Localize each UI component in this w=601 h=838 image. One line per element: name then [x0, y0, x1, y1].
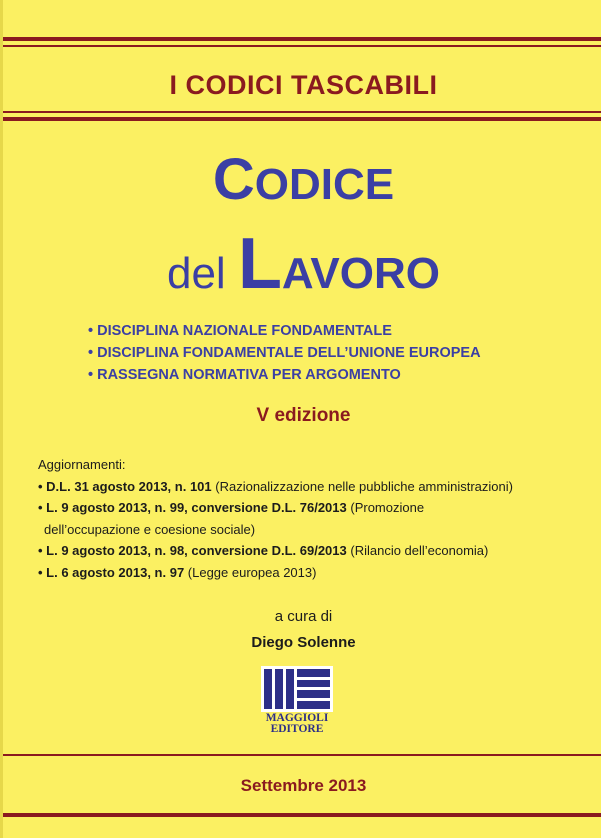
update-ref: L. 6 agosto 2013, n. 97 [46, 564, 185, 580]
update-ref: D.L. 31 agosto 2013, n. 101 [46, 478, 212, 494]
update-item [38, 562, 583, 584]
edition-label: V edizione [256, 405, 351, 426]
curator-block [3, 604, 601, 656]
curator-label: a cura di [274, 608, 333, 625]
update-item [38, 476, 583, 498]
title-initial-2: L [237, 224, 282, 304]
series-title: I CODICI TASCABILI [169, 70, 438, 100]
title-word-2: AVORO [281, 249, 441, 298]
update-desc-continued: dell’occupazione e coesione sociale) [44, 521, 256, 537]
title-word: ODICE [254, 160, 395, 209]
publisher-logo [257, 666, 337, 736]
publisher-name: MAGGIOLI [265, 712, 329, 724]
update-desc: (Legge europea 2013) [184, 564, 317, 580]
bottom-rule-thick [3, 813, 601, 817]
update-item [38, 497, 583, 519]
content-item: • DISCIPLINA NAZIONALE FONDAMENTALE [88, 320, 481, 342]
title-connector: del [166, 249, 226, 298]
content-item: • RASSEGNA NORMATIVA PER ARGOMENTO [88, 364, 481, 386]
publisher-subname: EDITORE [270, 723, 324, 735]
mid-rule-thin [3, 111, 601, 113]
top-rule-thick [3, 37, 601, 41]
updates-block [38, 454, 583, 583]
mid-rule-thick [3, 117, 601, 121]
top-rule-thin [3, 45, 601, 47]
title-line-2 [3, 226, 601, 312]
content-item: • DISCIPLINA FONDAMENTALE DELL’UNIONE EUROPEA [88, 342, 481, 364]
update-ref: L. 9 agosto 2013, n. 99, conversione D.L. 76/2013 [46, 500, 347, 515]
publication-date: Settembre 2013 [240, 776, 367, 795]
updates-heading: Aggiornamenti: [38, 457, 126, 472]
curator-name: Diego Solenne [251, 634, 356, 651]
title-line-1 [3, 147, 601, 215]
update-item [38, 540, 583, 562]
update-desc: (Razionalizzazione nelle pubbliche amministrazioni) [211, 478, 513, 494]
update-ref: L. 9 agosto 2013, n. 98, conversione D.L. 69/2013 [46, 543, 347, 558]
content-list [88, 320, 481, 386]
update-desc: (Promozione [346, 500, 425, 515]
bottom-rule-thin [3, 754, 601, 756]
update-desc: (Rilancio dell’economia) [346, 543, 489, 558]
title-initial: C [212, 147, 255, 212]
publisher-logo-mark [257, 666, 337, 712]
